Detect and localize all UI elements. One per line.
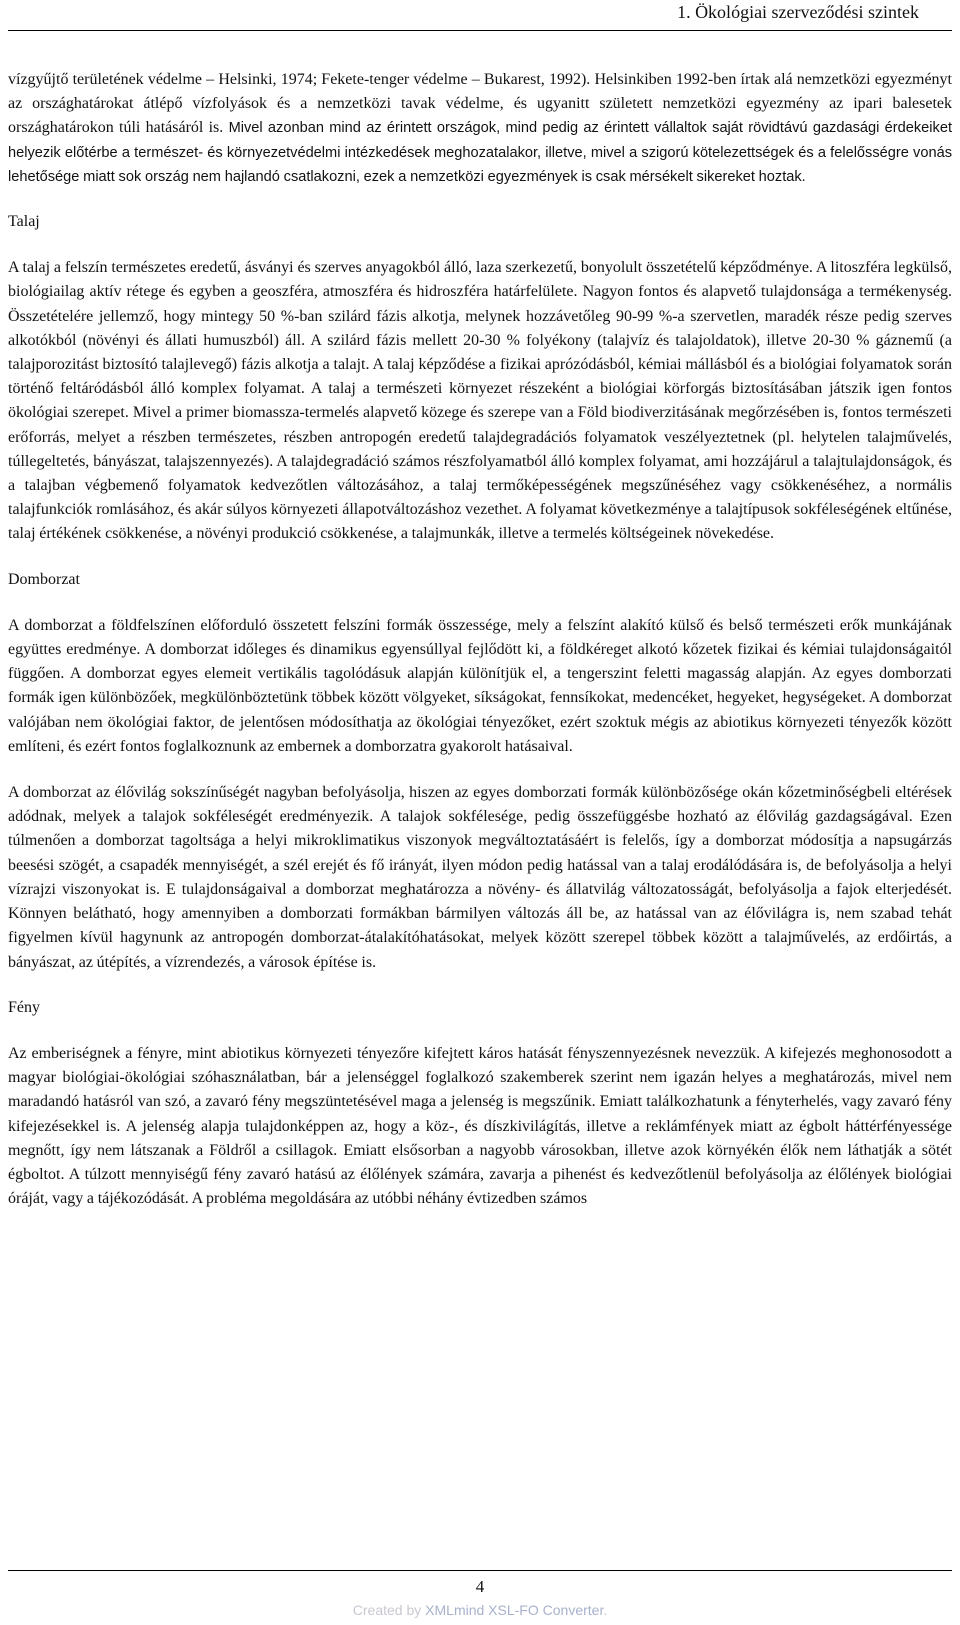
domborzat-paragraph-1: A domborzat a földfelszínen előforduló összetett felszíni formák összessége, mely a felszínt alakító külső és belső természeti erők munkájának együttes eredménye. A domborzat időleges és dinamikus egyensúllyal fejlődött ki, a földkéreget alkotó kőzetek fizikai és kémiai tulajdonságaitól függően. A domborzat egyes elemeit vertikális tagolódásuk alapján különítjük el, a tengerszint feletti magasság alapján. Az egyes domborzati formák igen különbözőek, megkülönböztetünk többek között völgyeket, síkságokat, fennsíkokat, medencéket, hegyeket, hegységeket. A domborzat valójában nem ökológiai faktor, de jelentősen módosíthatja az ökológiai tényezőket, ezért szoktuk mégis az abiotikus környezeti tényezők között említeni, és ezért fontos foglalkoznunk az embernek a domborzatra gyakorolt hatásaival. xyxy=(8,616,952,755)
page-number: 4 xyxy=(475,1577,485,1596)
header-title: 1. Ökológiai szerveződési szintek xyxy=(677,2,919,22)
page-content xyxy=(8,68,952,1211)
intro-text-sans: Mivel azonban mind az érintett országok, mind pedig az érintett vállaltok saját rövidtávú gazdasági érdekeiket helyezik előtérbe a természet- és környezetvédelmi intézkedések meghozatalakor, illetve, mivel a szigorú kötelezettségek és a felelősségre vonás lehetősége miatt sok ország nem hajlandó csatlakozni, ezek a nemzetközi egyezmények is csak mérsékelt sikereket hoztak. xyxy=(8,120,953,185)
domborzat-paragraph-2: A domborzat az élővilág sokszínűségét nagyban befolyásolja, hiszen az egyes domborzati formák különbözősége okán kőzetminőségbeli eltérések adódnak, melyek a talajok sokféleségét eredményezik. A talajok sokfélesége, pedig összefüggésbe hozható az élővilág gazdagságával. Ezen túlmenően a domborzat tagoltsága a helyi mikroklimatikus viszonyok megváltoztatásáért is felelős, így a domborzat módosítja a napsugárzás beesési szögét, a csapadék mennyiségét, a szél erejét és fő irányát, ilyen módon pedig hatással van a talaj erodálódására is, de befolyásolja a helyi vízrajzi viszonyokat is. E tulajdonságaival a domborzat meghatározza a növény- és állatvilág változatosságát, befolyásolja a fajok elterjedését. Könnyen belátható, hogy amennyiben a domborzati formákban bármilyen változás áll be, az hatással van az élővilágra is, nem szabad tehát figyelmen kívül hagynunk az antropogén domborzat-átalakítóhatásokat, melyek között szerepel többek között a talajművelés, az erdőirtás, a bányászat, az útépítés, a vízrendezés, a városok építése is. xyxy=(8,784,952,971)
section-heading-talaj: Talaj xyxy=(8,213,40,231)
feny-paragraph: Az emberiségnek a fényre, mint abiotikus környezeti tényezőre kifejtett káros hatását fényszennyezésnek nevezzük. A kifejezés meghonosodott a magyar biológiai-ökológiai szóhasználatban, bár a jelenséggel foglalkozó szakemberek szerint nem igazán helyes a meghatározás, mivel nem maradandó hatásról van szó, a zavaró fény megszüntetésével maga a jelenség is megszűnik. Emiatt találkozhatunk a fényterhelés, vagy zavaró fény kifejezésekkel is. A jelenség alapja tulajdonképpen az, hogy a köz-, és díszkivilágítás, illetve a reklámfények miatt az égbolt háttérfényessége megnőtt, így nem látszanak a Földről a csillagok. Emiatt elsősorban a nagyobb városokban, illetve azok környékén élők nem láthatják a sötét égboltot. A túlzott mennyiségű fény zavaró hatású az élőlények számára, zavarja a pihenést és kedvezőtlenül befolyásolja az élőlények biológiai óráját, vagy a tájékozódását. A probléma megoldására az utóbbi néhány évtizedben számos xyxy=(8,1044,952,1208)
talaj-paragraph: A talaj a felszín természetes eredetű, ásványi és szerves anyagokból álló, laza szerkezetű, bonyolult összetételű képződménye. A litoszféra legkülső, biológiailag aktív rétege és egyben a geoszféra, atmoszféra és hidroszféra határfelülete. Nagyon fontos és alapvető tulajdonsága a termékenység. Összetételére jellemző, hogy mintegy 50 %-ban szilárd fázis alkotja, melynek hozzávetőleg 90-99 %-a szervetlen, maradék része pedig szerves alkotókból (növényi és állati humuszból) áll. A szilárd fázis mellett 20-30 % folyékony (talajvíz és talajoldatok), illetve 20-30 % gáznemű (a talajporozitást biztosító talajlevegő) fázis alkotja a talajt. A talaj képződése a fizikai aprózódásból, kémiai mállásból és a biológiai folyamatok során történő feltáródásból álló komplex folyamat. A talaj a természeti környezet részeként a biológiai körforgás biztosításában játszik igen fontos ökológiai szerepet. Mivel a primer biomassza-termelés alapvető közege és szerepe van a Föld biodiverzitásának megőrzésében is, fontos természeti erőforrás, melyet a részben természetes, részben antropogén eredetű talajdegradációs folyamatok veszélyeztetnek (pl. helytelen talajművelés, túllegeltetés, bányászat, talajszennyezés). A talajdegradáció számos részfolyamatból álló komplex folyamat, ami hozzájárul a talajtulajdonságok, és a talajban végbemenő folyamatok kedvezőtlen változásához, a talaj termőképességének megszűnéséhez vagy csökkenéséhez, a normális talajfunkciók romlásához, és akár súlyos környezeti állapotváltozáshoz vezethet. A folyamat következménye a talajtípusok sokféleségének eltűnése, talaj értékének csökkenése, a növényi produkció csökkenése, a talajmunkák, illetve a termelés költségeinek növekedése. xyxy=(8,259,952,543)
section-heading-domborzat: Domborzat xyxy=(8,570,80,588)
credit-prefix: Created by xyxy=(352,1602,426,1618)
header-divider xyxy=(8,30,952,31)
paragraph-gap xyxy=(8,759,952,781)
intro-text-serif: vízgyűjtő területének védelme – Helsinki, 1974; Fekete-tenger védelme – Bukarest, 1992). Helsinkiben 1992-ben írtak alá nemzetközi egyezményt az országhatárokat átlépő vízfolyások és a nemzetközi tavak védelme, és ugyanitt született nemzetközi egyezmény az ipari balesetek országhatárokon túli hatásáról is. xyxy=(8,71,952,137)
intro-paragraph xyxy=(8,68,952,189)
section-heading-feny: Fény xyxy=(8,998,40,1016)
credit-suffix: . xyxy=(603,1602,608,1618)
converter-credit xyxy=(0,1602,960,1618)
footer-divider xyxy=(8,1570,952,1571)
credit-brand: XMLmind XSL-FO Converter xyxy=(425,1602,604,1618)
running-header xyxy=(0,0,960,32)
